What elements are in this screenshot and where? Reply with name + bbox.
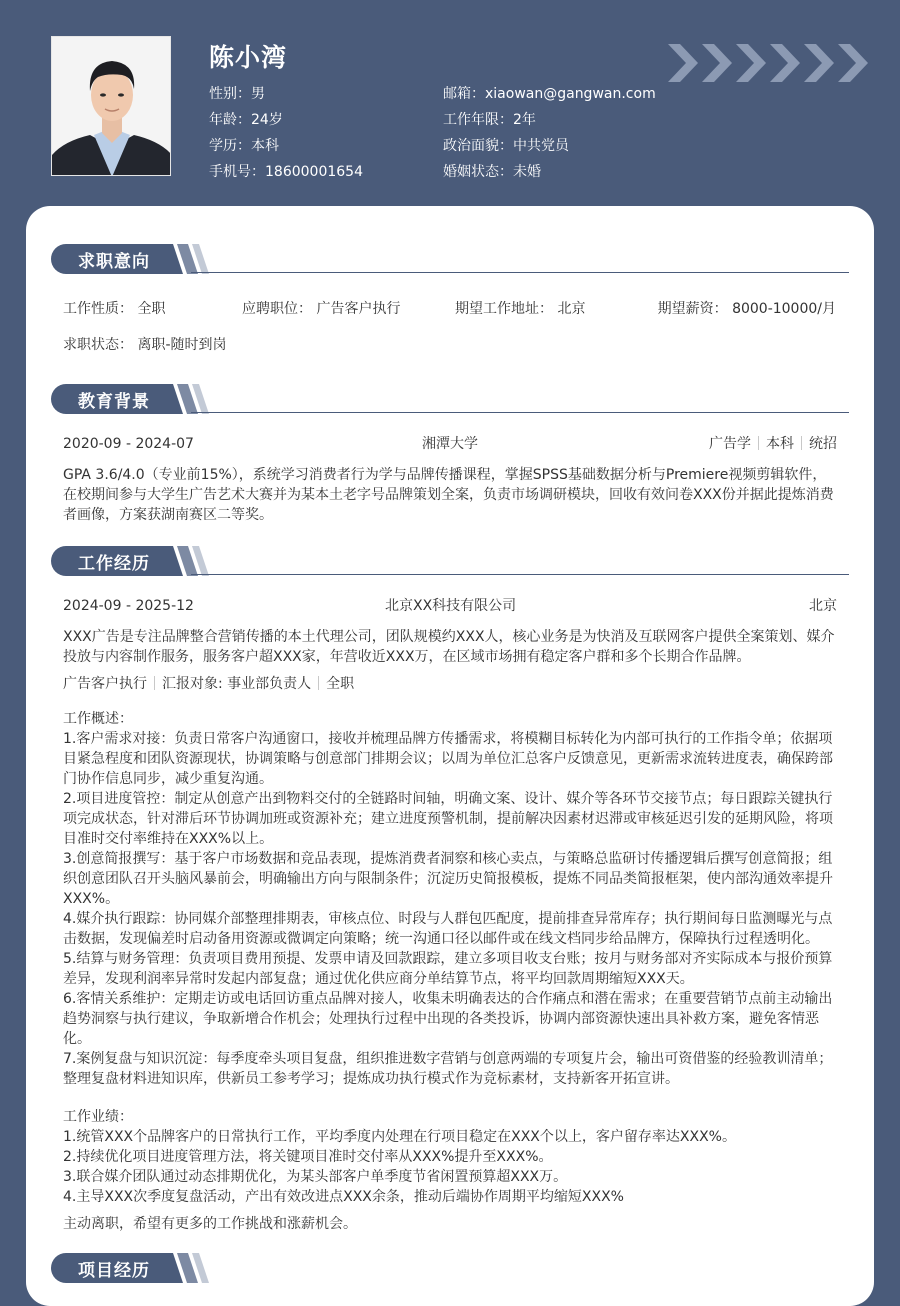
work-years-value: 2年 <box>513 112 536 128</box>
enrollment-type: 统招 <box>809 436 837 452</box>
work-years-row <box>443 109 536 129</box>
section-title: 项目经历 <box>78 1261 150 1281</box>
result-item: 3.联合媒介团队通过动态排期优化，为某头部客户单季度节省闲置预算超XXX万。 <box>63 1169 568 1185</box>
education-value: 本科 <box>251 138 279 154</box>
leave-reason: 主动离职，希望有更多的工作挑战和涨薪机会。 <box>63 1216 357 1232</box>
tag-separator <box>801 436 802 450</box>
result-item: 1.统管XXX个品牌客户的日常执行工作，平均季度内处理在行项目稳定在XXX个以上，客户留存率达XXX%。 <box>63 1129 736 1145</box>
work-overview <box>63 709 838 1089</box>
gender-row <box>209 83 265 103</box>
education-period: 2020-09 - 2024-07 <box>63 436 194 452</box>
email-value: xiaowan@gangwan.com <box>485 86 656 102</box>
position <box>242 299 400 319</box>
work-results <box>63 1107 838 1207</box>
education-label: 学历： <box>209 138 251 154</box>
employment-type: 全职 <box>326 676 355 692</box>
position-value: 广告客户执行 <box>316 301 401 317</box>
phone-value: 18600001654 <box>265 164 363 180</box>
marital-value: 未婚 <box>513 164 541 180</box>
work-city: 北京 <box>809 598 837 614</box>
marital-row <box>443 161 541 181</box>
job-role: 广告客户执行 <box>63 676 147 692</box>
overview-item: 6.客情关系维护：定期走访或电话回访重点品牌对接人，收集未明确表达的合作痛点和潜在需求；在重要营销节点前主动输出趋势洞察与执行建议，争取新增合作机会；处理执行过程中出现的各类投诉，协调内部资源快速出具补救方案，避免客情恶化。 <box>63 991 833 1047</box>
phone-row <box>209 161 363 181</box>
email-label: 邮箱： <box>443 86 485 102</box>
political-row <box>443 135 569 155</box>
section-title: 教育背景 <box>78 392 150 412</box>
tag-separator <box>154 676 155 690</box>
age-row <box>209 109 283 129</box>
overview-item: 1.客户需求对接：负责日常客户沟通窗口，接收并梳理品牌方传播需求，将模糊目标转化为内部可执行的工作指令单；依据项目紧急程度和团队资源现状，协调策略与创意部门排期会议；以周为单位汇总客户反馈意见，更新需求流转进度表，确保跨部门协作信息同步，减少重复沟通。 <box>63 731 833 787</box>
job-type-value: 全职 <box>137 301 166 317</box>
gender-label: 性别： <box>209 86 251 102</box>
tag-separator <box>318 676 319 690</box>
section-title: 工作经历 <box>78 554 150 574</box>
result-item: 2.持续优化项目进度管理方法，将关键项目准时交付率从XXX%提升至XXX%。 <box>63 1149 553 1165</box>
degree: 本科 <box>766 436 794 452</box>
section-divider <box>191 574 849 575</box>
section-header-intent <box>51 244 849 274</box>
major: 广告学 <box>709 436 751 452</box>
salary-value: 8000-10000/月 <box>732 301 836 317</box>
section-header-work <box>51 546 849 576</box>
political-value: 中共党员 <box>513 138 569 154</box>
expected-location <box>455 299 585 319</box>
profile-photo <box>51 36 171 176</box>
political-label: 政治面貌： <box>443 138 513 154</box>
overview-item: 5.结算与财务管理：负责项目费用预提、发票申请及回款跟踪，建立多项目收支台账；按月与财务部对齐实际成本与报价预算差异，发现利润率异常时发起内部复盘；通过优化供应商分单结算节点，将平均回款周期缩短XXX天。 <box>63 951 833 987</box>
expected-salary <box>658 299 836 319</box>
position-label: 应聘职位： <box>242 301 312 317</box>
section-divider <box>191 412 849 413</box>
work-years-label: 工作年限： <box>443 112 513 128</box>
results-title: 工作业绩： <box>63 1109 133 1125</box>
status-value: 离职-随时到岗 <box>137 337 227 353</box>
chevron-decoration-icon <box>668 44 873 86</box>
location-label: 期望工作地址： <box>455 301 553 317</box>
marital-label: 婚姻状态： <box>443 164 513 180</box>
company-intro: XXX广告是专注品牌整合营销传播的本土代理公司，团队规模约XXX人，核心业务是为快消及互联网客户提供全案策划、媒介投放与内容制作服务，服务客户超XXX家，年营收近XXX万，在区域市场拥有稳定客户群和多个长期合作品牌。 <box>63 629 835 665</box>
salary-label: 期望薪资： <box>657 301 728 317</box>
education-row <box>209 135 279 155</box>
age-label: 年龄： <box>209 112 251 128</box>
education-description: GPA 3.6/4.0（专业前15%），系统学习消费者行为学与品牌传播课程，掌握SPSS基础数据分析与Premiere视频剪辑软件，在校期间参与大学生广告艺术大赛并为某本土老字号品牌策划全案，负责市场调研模块，回收有效问卷XXX份并据此提炼消费者画像，方案获湖南赛区二等奖。 <box>63 467 834 523</box>
email-row <box>443 83 656 103</box>
section-header-education <box>51 384 849 414</box>
section-header-project <box>51 1253 849 1283</box>
work-tags <box>63 674 354 694</box>
candidate-name: 陈小湾 <box>209 43 288 72</box>
report-to: 汇报对象: 事业部负责人 <box>162 676 312 692</box>
tag-separator <box>758 436 759 450</box>
section-divider <box>191 272 849 273</box>
age-value: 24岁 <box>251 112 283 128</box>
overview-item: 3.创意简报撰写：基于客户市场数据和竞品表现，提炼消费者洞察和核心卖点，与策略总监研讨传播逻辑后撰写创意简报；组织创意团队召开头脑风暴前会，明确输出方向与限制条件；沉淀历史简报模板，提炼不同品类简报框架，使内部沟通效率提升XXX%。 <box>63 851 833 907</box>
section-title: 求职意向 <box>78 252 150 272</box>
result-item: 4.主导XXX次季度复盘活动，产出有效改进点XXX余条，推动后端协作周期平均缩短XXX% <box>63 1189 624 1205</box>
overview-item: 2.项目进度管控：制定从创意产出到物料交付的全链路时间轴，明确文案、设计、媒介等各环节交接节点；每日跟踪关键执行项完成状态，针对滞后环节协调加班或资源补充；建立进度预警机制，提前解决因素材迟滞或审核延迟引发的延期风险，将项目准时交付率维持在XXX%以上。 <box>63 791 833 847</box>
overview-item: 7.案例复盘与知识沉淀：每季度牵头项目复盘，组织推进数字营销与创意两端的专项复片会，输出可资借鉴的经验教训清单；整理复盘材料进知识库，供新员工参考学习；提炼成功执行模式作为竞标素材，支持新客开拓宣讲。 <box>63 1051 833 1087</box>
gender-value: 男 <box>251 86 265 102</box>
school-name: 湘潭大学 <box>422 436 478 452</box>
work-period: 2024-09 - 2025-12 <box>63 598 194 614</box>
job-type-label: 工作性质： <box>63 301 133 317</box>
job-status <box>63 335 227 355</box>
education-tags <box>709 434 837 454</box>
status-label: 求职状态： <box>63 337 133 353</box>
overview-title: 工作概述： <box>63 711 133 727</box>
phone-label: 手机号： <box>209 164 265 180</box>
company-name: 北京XX科技有限公司 <box>385 598 517 614</box>
job-type <box>63 299 165 319</box>
location-value: 北京 <box>557 301 586 317</box>
overview-item: 4.媒介执行跟踪：协同媒介部整理排期表，审核点位、时段与人群包匹配度，提前排查异常库存；执行期间每日监测曝光与点击数据，发现偏差时启动备用资源或微调定向策略；统一沟通口径以邮件或在线文档同步给品牌方，保障执行过程透明化。 <box>63 911 833 947</box>
